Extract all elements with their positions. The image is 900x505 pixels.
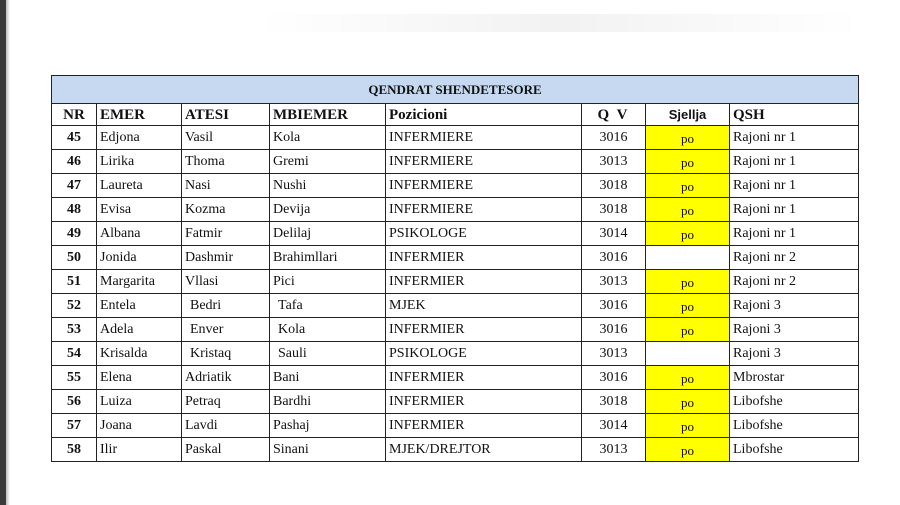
- cell-atesi: Petraq: [182, 390, 270, 414]
- table-row: [52, 270, 859, 294]
- cell-sjellja: [646, 342, 730, 366]
- cell-mbiemer: Gremi: [270, 150, 386, 174]
- cell-emer: Entela: [97, 294, 182, 318]
- table-row: [52, 150, 859, 174]
- table-row: [52, 366, 859, 390]
- table-row: [52, 174, 859, 198]
- cell-sjellja: po: [646, 150, 730, 174]
- cell-mbiemer: Bani: [270, 366, 386, 390]
- cell-pozicioni: INFERMIER: [386, 318, 582, 342]
- cell-emer: Margarita: [97, 270, 182, 294]
- cell-qv: 3016: [582, 366, 646, 390]
- cell-pozicioni: INFERMIER: [386, 270, 582, 294]
- cell-nr: 47: [52, 174, 97, 198]
- cell-nr: 46: [52, 150, 97, 174]
- cell-emer: Joana: [97, 414, 182, 438]
- cell-qsh: Rajoni 3: [730, 294, 859, 318]
- cell-atesi: Nasi: [182, 174, 270, 198]
- cell-pozicioni: PSIKOLOGE: [386, 342, 582, 366]
- cell-sjellja: po: [646, 366, 730, 390]
- cell-pozicioni: INFERMIERE: [386, 126, 582, 150]
- cell-pozicioni: INFERMIER: [386, 390, 582, 414]
- cell-nr: 58: [52, 438, 97, 462]
- col-header-atesi: ATESI: [182, 104, 270, 126]
- cell-pozicioni: INFERMIER: [386, 366, 582, 390]
- cell-nr: 55: [52, 366, 97, 390]
- cell-qv: 3018: [582, 198, 646, 222]
- cell-nr: 50: [52, 246, 97, 270]
- cell-qv: 3016: [582, 294, 646, 318]
- cell-sjellja: [646, 246, 730, 270]
- col-header-pozicioni: Pozicioni: [386, 104, 582, 126]
- cell-qsh: Rajoni nr 2: [730, 246, 859, 270]
- table-row: [52, 438, 859, 462]
- col-header-sjellja: Sjellja: [646, 104, 730, 126]
- table-row: [52, 198, 859, 222]
- cell-mbiemer: Sauli: [270, 342, 386, 366]
- col-header-qsh: QSH: [730, 104, 859, 126]
- cell-atesi: Vllasi: [182, 270, 270, 294]
- cell-qv: 3016: [582, 246, 646, 270]
- cell-sjellja: po: [646, 198, 730, 222]
- cell-qsh: Rajoni nr 1: [730, 222, 859, 246]
- table-header-row: [52, 104, 859, 126]
- cell-atesi: Kristaq: [182, 342, 270, 366]
- cell-mbiemer: Devija: [270, 198, 386, 222]
- cell-mbiemer: Pici: [270, 270, 386, 294]
- cell-qv: 3013: [582, 438, 646, 462]
- cell-sjellja: po: [646, 270, 730, 294]
- cell-qsh: Rajoni 3: [730, 342, 859, 366]
- cell-qsh: Libofshe: [730, 390, 859, 414]
- table-row: [52, 126, 859, 150]
- cell-qv: 3018: [582, 174, 646, 198]
- col-header-mbiemer: MBIEMER: [270, 104, 386, 126]
- cell-atesi: Dashmir: [182, 246, 270, 270]
- cell-mbiemer: Brahimllari: [270, 246, 386, 270]
- cell-mbiemer: Kola: [270, 126, 386, 150]
- cell-nr: 51: [52, 270, 97, 294]
- cell-atesi: Vasil: [182, 126, 270, 150]
- cell-qsh: Rajoni 3: [730, 318, 859, 342]
- cell-qv: 3018: [582, 390, 646, 414]
- table-row: [52, 318, 859, 342]
- cell-sjellja: po: [646, 318, 730, 342]
- cell-qsh: Mbrostar: [730, 366, 859, 390]
- cell-qsh: Libofshe: [730, 414, 859, 438]
- cell-atesi: Adriatik: [182, 366, 270, 390]
- cell-qsh: Rajoni nr 1: [730, 174, 859, 198]
- cell-pozicioni: INFERMIERE: [386, 174, 582, 198]
- table-body: [52, 126, 859, 462]
- cell-pozicioni: PSIKOLOGE: [386, 222, 582, 246]
- cell-mbiemer: Tafa: [270, 294, 386, 318]
- cell-emer: Lirika: [97, 150, 182, 174]
- table-title-row: [52, 76, 859, 104]
- cell-mbiemer: Nushi: [270, 174, 386, 198]
- table-row: [52, 294, 859, 318]
- window-edge-shadow: [6, 0, 10, 505]
- cell-emer: Adela: [97, 318, 182, 342]
- cell-sjellja: po: [646, 222, 730, 246]
- cell-pozicioni: MJEK: [386, 294, 582, 318]
- cell-qsh: Rajoni nr 1: [730, 150, 859, 174]
- table-row: [52, 342, 859, 366]
- table-title: QENDRAT SHENDETESORE: [52, 76, 859, 104]
- cell-pozicioni: INFERMIERE: [386, 150, 582, 174]
- cell-mbiemer: Bardhi: [270, 390, 386, 414]
- cell-sjellja: po: [646, 390, 730, 414]
- cell-qsh: Rajoni nr 1: [730, 126, 859, 150]
- cell-nr: 53: [52, 318, 97, 342]
- col-header-emer: EMER: [97, 104, 182, 126]
- cell-nr: 48: [52, 198, 97, 222]
- faded-header-area: [260, 14, 860, 32]
- cell-emer: Albana: [97, 222, 182, 246]
- cell-qv: 3013: [582, 150, 646, 174]
- cell-qv: 3014: [582, 414, 646, 438]
- cell-qv: 3014: [582, 222, 646, 246]
- cell-pozicioni: INFERMIERE: [386, 198, 582, 222]
- cell-mbiemer: Delilaj: [270, 222, 386, 246]
- cell-emer: Laureta: [97, 174, 182, 198]
- cell-qsh: Rajoni nr 2: [730, 270, 859, 294]
- cell-qv: 3016: [582, 318, 646, 342]
- cell-atesi: Lavdi: [182, 414, 270, 438]
- cell-emer: Elena: [97, 366, 182, 390]
- cell-pozicioni: INFERMIER: [386, 414, 582, 438]
- cell-qsh: Rajoni nr 1: [730, 198, 859, 222]
- cell-atesi: Thoma: [182, 150, 270, 174]
- table-row: [52, 246, 859, 270]
- cell-atesi: Bedri: [182, 294, 270, 318]
- cell-emer: Evisa: [97, 198, 182, 222]
- table-row: [52, 222, 859, 246]
- col-header-nr: NR: [52, 104, 97, 126]
- cell-sjellja: po: [646, 414, 730, 438]
- cell-pozicioni: MJEK/DREJTOR: [386, 438, 582, 462]
- cell-nr: 52: [52, 294, 97, 318]
- cell-sjellja: po: [646, 126, 730, 150]
- cell-nr: 56: [52, 390, 97, 414]
- cell-sjellja: po: [646, 174, 730, 198]
- cell-mbiemer: Kola: [270, 318, 386, 342]
- table-row: [52, 414, 859, 438]
- cell-emer: Luiza: [97, 390, 182, 414]
- cell-atesi: Paskal: [182, 438, 270, 462]
- cell-atesi: Enver: [182, 318, 270, 342]
- cell-nr: 54: [52, 342, 97, 366]
- cell-nr: 45: [52, 126, 97, 150]
- cell-qsh: Libofshe: [730, 438, 859, 462]
- health-centers-table: [51, 75, 859, 462]
- cell-emer: Edjona: [97, 126, 182, 150]
- cell-mbiemer: Sinani: [270, 438, 386, 462]
- cell-emer: Krisalda: [97, 342, 182, 366]
- cell-qv: 3013: [582, 342, 646, 366]
- cell-qv: 3013: [582, 270, 646, 294]
- cell-nr: 49: [52, 222, 97, 246]
- col-header-qv: Q V: [582, 104, 646, 126]
- cell-emer: Ilir: [97, 438, 182, 462]
- table-row: [52, 390, 859, 414]
- cell-pozicioni: INFERMIER: [386, 246, 582, 270]
- cell-emer: Jonida: [97, 246, 182, 270]
- cell-atesi: Kozma: [182, 198, 270, 222]
- cell-atesi: Fatmir: [182, 222, 270, 246]
- cell-qv: 3016: [582, 126, 646, 150]
- cell-sjellja: po: [646, 438, 730, 462]
- cell-mbiemer: Pashaj: [270, 414, 386, 438]
- cell-nr: 57: [52, 414, 97, 438]
- cell-sjellja: po: [646, 294, 730, 318]
